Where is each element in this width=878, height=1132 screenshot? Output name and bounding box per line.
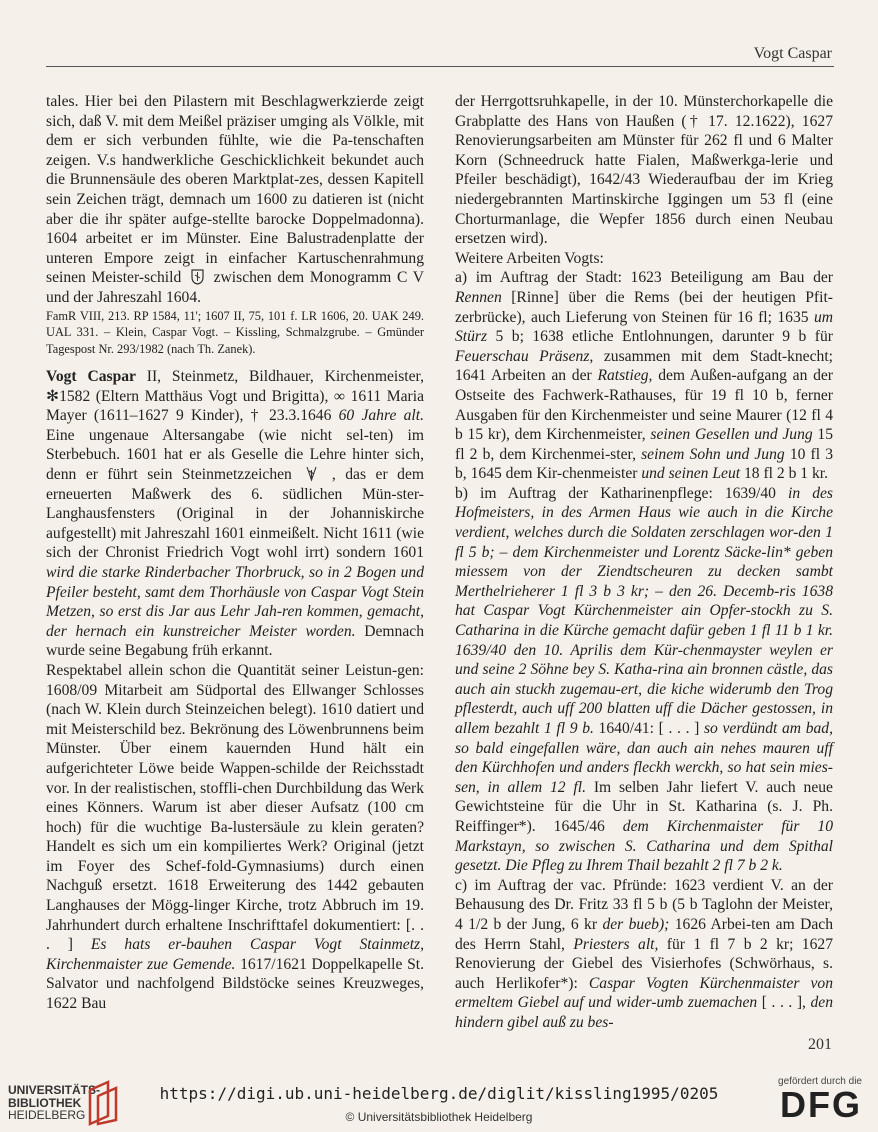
text-run: für 1 fl 7 b 2 kr; 1627 Renovierung der Giebel des Visierhofes (Schwörhaus, s. auch Herlikofer*): xyxy=(455,935,833,992)
text-run: zusammen mit dem Stadt-knecht; 1641 Arbeiten an der xyxy=(455,347,833,385)
text-run: , das er dem erneuerten Maßwerk des 6. südlichen Mün-ster-Langhausfensters (Original in der Johanniskirche aufgestellt) mit Jahreszahl 1601 einmeißelt. Nicht 1611 (wie sich der Chronist Friedrich Vogt wohl irrt) sondern 1601 xyxy=(46,466,424,562)
text-run: tales. Hier bei den Pilastern mit Beschlagwerkzierde zeigt sich, daß V. mit dem Meißel präziser umging als Völkle, mit dem er sich verbunden fühlte, wie die Pa-tenschaften zeigen. V.s handwerkliche Geschicklichkeit bekundet auch die Brunnensäule des oberen Marktplat-zes, dessen Kapitell sein Zeichen trägt, demnach um 1600 zu datieren ist (nicht aber die ihr später aufge-stellte barocke Doppelmadonna). 1604 arbeitet er im Münster. Eine Balustradenplatte der unteren Empore zeigt in einfacher Kartuschenrahmung seinen Meister-schild xyxy=(46,93,424,287)
text-run: 10 fl 3 b, 1645 dem Kir-chenmeister xyxy=(455,445,833,483)
text-run: b) im Auftrag der Katharinenpflege: 1639/40 xyxy=(455,484,789,502)
library-name-line: HEIDELBERG xyxy=(8,1108,86,1122)
text-run: 15 fl 2 b, dem Kirchenmei-ster, xyxy=(455,426,833,463)
references: FamR VIII, 213. RP 1584, 11'; 1607 II, 75, 101 f. LR 1606, 20. UAK 249. UAL 331. – Klein, Caspar Vogt. – Kissling, Schmalzgrube. – Gmünder Tagespost Nr. 293/1982 (nach Th. Zanek). xyxy=(46,308,424,356)
italic-quote: wird die starke Rinderbacher Thorbruck, so in 2 Bogen und Pfeiler besteht, samt dem Thorhäusle von Caspar Vogt Stein Metzen, so erst dis Jar aus Lehr Jah-ren kommen, gemacht, der hernach ein kunstreicher Meister worden. xyxy=(46,563,424,640)
text-run: a) im Auftrag der Stadt: 1623 Beteiligung am Bau der xyxy=(455,269,833,287)
text-run: II, Steinmetz, Bildhauer, Kirchenmeister, ✻1582 (Eltern Matthäus Vogt und Brigitta), ∞ 1611 Maria Mayer (1611–1627 9 Kinder), † 23.3.1646 xyxy=(46,368,424,425)
entry-text-continued xyxy=(46,92,424,308)
mason-mark-icon xyxy=(304,465,319,482)
library-name-line: UNIVERSITÄTS- xyxy=(8,1083,101,1097)
text-run: 1640/41: [ . . . ] xyxy=(593,720,704,737)
funder-logo[interactable] xyxy=(778,1076,862,1123)
entry-paragraph xyxy=(455,484,833,876)
text-run: zwischen dem Monogramm C V und der Jahreszahl 1604. xyxy=(46,269,424,306)
italic-quote: seinem Sohn und Jung xyxy=(641,445,785,463)
italic-quote: und seinen Leut xyxy=(641,465,741,483)
library-name-line: BIBLIOTHEK xyxy=(8,1095,82,1110)
entry-paragraph xyxy=(46,661,424,1014)
copyright-notice: © Universitätsbibliothek Heidelberg xyxy=(345,1110,533,1124)
italic-quote: Ratstieg, xyxy=(597,367,653,385)
running-header: Vogt Caspar xyxy=(753,45,832,62)
text-run: Eine ungenaue Altersangabe (wie nicht sel-ten) im Sterbebuch. 1601 hat er als Geselle die Lehre hinter sich, denn er führt sein Steinmetzzeichen xyxy=(46,426,424,483)
text-run: 1626 Arbei-ten am Dach des Herrn Stahl, xyxy=(455,915,834,953)
italic-quote: 60 Jahre alt. xyxy=(338,407,424,425)
entry-heading: Vogt Caspar xyxy=(46,368,136,386)
text-run: Weitere Arbeiten Vogts: xyxy=(455,249,604,267)
text-run: Respektabel allein schon die Quantität seiner Leistun-gen: 1608/09 Mitarbeit am Südportal des Ellwanger Schlosses (nach W. Klein durch Steinzeichen belegt). 1610 datiert und mit Meisterschild bez. Bekrönung des Löwenbrunnens beim Münster. Über einem kauernden Hund hält ein aufgerichteter Löwe beide Wappen-schilde der Reichsstadt vor. In der realistischen, stoffli-chen Durchbildung das Werk eines Könners. Warum ist aber dieser Aufsatz (100 cm hoch) für die wuchtige Ba-lustersäule zu klein geraten? Handelt es sich um ein kompiliertes Werk? Original (jetzt im Foyer des Schef-fold-Gymnasiums) durch einen Nachguß ersetzt. 1618 Erweiterung des 1442 gebauten Langhauses der Mögg-linger Kirche, trotz Abbruch im 19. Jahrhundert durch erhaltene Inschrifttafel dokumentiert: [. . . ] xyxy=(46,661,424,954)
left-column xyxy=(46,92,424,1014)
italic-quote: den hindern gibel auß zu bes- xyxy=(455,994,834,1031)
italic-quote: Rennen xyxy=(455,288,502,306)
text-run: c) im Auftrag der vac. Pfründe: 1623 verdient V. an der Behausung des Dr. Fritz 33 fl 5 b (5 b Taglohn der Meister, 4 1/2 b der Jung, 6 kr xyxy=(455,876,833,933)
text-run: der Herrgottsruhkapelle, in der 10. Münsterchorkapelle die Grabplatte des Hans von Haußen († 17. 12.1622), 1627 Renovierungsarbeiten am Münster für 262 fl und 6 Malter Korn (Schneedruck hatte Fialen, Maßwerkga-lerie und Pfeiler beschädigt), 1642/43 Wiederaufbau der im Krieg niedergebrannten Martinskirche Iggingen um 53 fl (eine Chorturmanlage, die Wepfer 1856 durch einen Neubau ersetzen wird). xyxy=(455,93,833,248)
master-shield-mark-icon xyxy=(190,268,205,285)
dfg-logo: DFG xyxy=(780,1084,862,1125)
italic-quote: seinen Gesellen und Jung xyxy=(650,426,813,444)
italic-quote: so verdündt am bad, so bald eingefallen wäre, dan auch ain nehes mauren uff den Kürchhofen und anders fleckh werckh, so hat sein mies-sen, in allem 12 fl. xyxy=(455,720,833,796)
entry-paragraph xyxy=(455,876,833,1033)
text-run: 5 b; 1638 etliche Entlohnungen, darunter 9 b für xyxy=(487,328,833,346)
text-run: Demnach wurde seine Begabung früh erkannt. xyxy=(46,622,424,660)
footer-bar xyxy=(0,1072,878,1132)
right-column xyxy=(455,92,833,1033)
entry-paragraph xyxy=(455,92,833,249)
text-run: Im selben Jahr liefert V. auch neue Gewichtsteine für die Uhr in St. Katharina (s. J. Ph. Reiffinger*). 1645/46 xyxy=(455,778,833,835)
page-number: 201 xyxy=(808,1036,832,1053)
italic-quote: Es hats er-bauhen Caspar Vogt Stainmetz, Kirchenmaister zue Gemende. xyxy=(46,936,424,973)
italic-quote: dem Kirchenmaister für 10 Markstayn, so zwischen S. Catharina und dem Spithal gesetzt. Die Pfleg zu Ihrem Thail bezahlt 2 fl 7 b 2 k. xyxy=(455,817,833,875)
header-rule xyxy=(46,66,834,67)
funder-label: gefördert durch die xyxy=(778,1076,862,1087)
italic-quote: der bueb); xyxy=(602,915,670,933)
italic-quote: Priesters alt, xyxy=(573,935,659,953)
text-run: dem Außen-aufgang an der Ostseite des Fachwerk-Rathauses, für 19 fl 10 b, ferner Ausgaben für den Kirchenmeister und seine Maurer (12 fl 4 b 15 kr), dem Kirchenmeister, xyxy=(455,367,834,444)
italic-quote: in des Hofmeisters, in des Armen Haus wie auch in die Kirche verdient, welches durch die Soldaten zerschlagen wor-den 1 fl 5 b; – dem Kirchenmeister und Lorentz Säcke-lin* geben miessem von der Ziendtscheuren zu decken sambt Merthelrieherer 1 fl 3 b 3 kr; – den 26. Decemb-ris 1638 hat Caspar Vogt Kürchenmeister ain Opfer-stockh zu S. Catharina in die Kürche gemacht dafür geben 1 fl 11 b 1 kr. 1639/40 den 10. Aprilis dem Kür-chenmayster weylen er und seine 2 Söhne bey S. Katha-rina ain bronnen cästle, das auch ain stuckh zugemau-ert, die kiche widerumb den Trog pflesterdt, auch uff 200 blatten uff die Dächer gestossen, in allem bezahlt 1 fl 9 b. xyxy=(455,484,833,737)
text-run: 18 fl 2 b 1 kr. xyxy=(740,465,829,483)
italic-quote: Caspar Vogten Kürchenmaister von ermeltem Giebel auf und wider-umb zuemachen xyxy=(455,974,833,1012)
entry-paragraph xyxy=(455,268,833,484)
italic-quote: Feuerschau Präsenz, xyxy=(455,347,594,365)
text-run: [ . . . ], xyxy=(757,994,811,1012)
italic-quote: um Stürz xyxy=(455,308,833,346)
text-run: [Rinne] über die Rems (bei der heutigen Pfit-zerbrücke), auch Lieferung von Steinen für 16 fl; 1635 xyxy=(455,288,833,326)
text-run: 1617/1621 Doppelkapelle St. Salvator und nachfolgend Bildstöcke seines Kreuzweges, 1622 Bau xyxy=(46,955,424,1013)
entry-paragraph xyxy=(455,249,833,269)
permalink-url[interactable]: https://digi.ub.uni-heidelberg.de/diglit/kissling1995/0205 xyxy=(159,1084,719,1103)
entry-vogt-caspar-ii xyxy=(46,367,424,661)
